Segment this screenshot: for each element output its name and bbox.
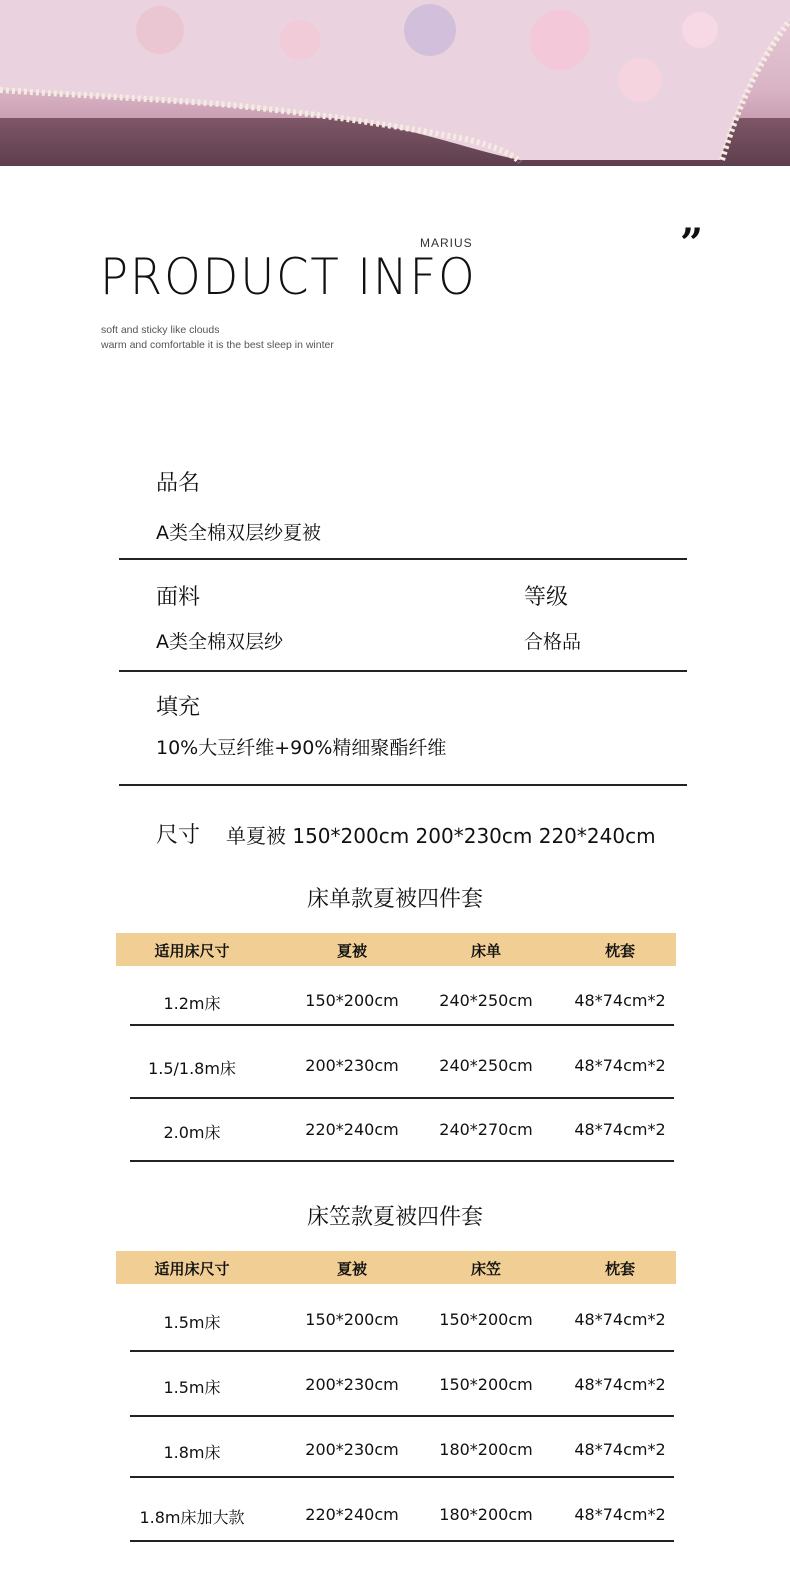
table-2-cell: 150*200cm	[305, 1310, 399, 1329]
page-title: PRODUCT INFO	[100, 248, 477, 306]
table-1-cell: 240*250cm	[439, 991, 533, 1010]
lace-trim-drawing	[0, 0, 790, 166]
table-1-header-cell: 夏被	[336, 942, 367, 960]
table-1-header-cell: 适用床尺寸	[154, 942, 230, 960]
table-1-cell: 240*250cm	[439, 1056, 533, 1075]
subtitle-line-2: warm and comfortable it is the best sleep in winter	[101, 339, 334, 351]
floral-bedding-photo	[0, 0, 790, 166]
grade-value: 合格品	[524, 631, 582, 653]
table-2-cell: 180*200cm	[439, 1505, 533, 1524]
table-row-divider	[130, 1024, 674, 1026]
table-2-cell: 150*200cm	[439, 1375, 533, 1394]
table-2-cell: 1.5m床	[163, 1378, 221, 1397]
table-1-cell: 48*74cm*2	[574, 1056, 666, 1075]
table-2-cell: 200*230cm	[305, 1440, 399, 1459]
table-2-cell: 48*74cm*2	[574, 1310, 666, 1329]
product-name-label: 品名	[156, 471, 201, 496]
table-row-divider	[130, 1160, 674, 1162]
table-row-divider	[130, 1540, 674, 1542]
table-2-header-cell: 夏被	[336, 1260, 367, 1278]
table-2-cell: 220*240cm	[305, 1505, 399, 1524]
table-1-title: 床单款夏被四件套	[306, 887, 483, 912]
table-2-cell: 1.5m床	[163, 1313, 221, 1332]
quote-mark: ”	[680, 220, 704, 267]
table-2-cell: 1.8m床	[163, 1443, 221, 1462]
table-2-cell: 48*74cm*2	[574, 1505, 666, 1524]
table-2-header-cell: 床笠	[470, 1260, 501, 1278]
table-2-cell: 200*230cm	[305, 1375, 399, 1394]
subtitle-line-1: soft and sticky like clouds	[101, 324, 220, 336]
table-1-header-cell: 床单	[470, 942, 501, 960]
table-2-cell: 180*200cm	[439, 1440, 533, 1459]
product-name-value: A类全棉双层纱夏被	[156, 522, 321, 544]
brand-name: MARIUS	[420, 236, 473, 250]
filling-label: 填充	[156, 695, 201, 720]
divider	[119, 670, 687, 672]
table-1-cell: 200*230cm	[305, 1056, 399, 1075]
table-2-cell: 150*200cm	[439, 1310, 533, 1329]
table-1-cell: 150*200cm	[305, 991, 399, 1010]
table-1-cell: 1.2m床	[163, 994, 221, 1013]
table-1-cell: 48*74cm*2	[574, 1120, 666, 1139]
table-1-cell: 48*74cm*2	[574, 991, 666, 1010]
table-2-title: 床笠款夏被四件套	[306, 1205, 483, 1230]
table-1-header-cell: 枕套	[604, 942, 635, 960]
fabric-value: A类全棉双层纱	[156, 631, 283, 653]
table-row-divider	[130, 1415, 674, 1417]
grade-label: 等级	[524, 585, 569, 610]
table-2-cell: 48*74cm*2	[574, 1440, 666, 1459]
table-2-header-cell: 适用床尺寸	[154, 1260, 230, 1278]
divider	[119, 558, 687, 560]
table-1-cell: 240*270cm	[439, 1120, 533, 1139]
table-row-divider	[130, 1097, 674, 1099]
table-row-divider	[130, 1476, 674, 1478]
table-2-cell: 48*74cm*2	[574, 1375, 666, 1394]
size-value: 单夏被 150*200cm 200*230cm 220*240cm	[226, 824, 656, 848]
table-1-cell: 1.5/1.8m床	[148, 1059, 236, 1078]
table-row-divider	[130, 1350, 674, 1352]
fabric-label: 面料	[156, 585, 201, 610]
table-1-cell: 2.0m床	[163, 1123, 221, 1142]
table-2-cell: 1.8m床加大款	[139, 1508, 245, 1527]
size-label: 尺寸	[156, 823, 201, 848]
divider	[119, 784, 687, 786]
table-1-cell: 220*240cm	[305, 1120, 399, 1139]
filling-value: 10%大豆纤维+90%精细聚酯纤维	[156, 737, 447, 759]
table-2-header-cell: 枕套	[604, 1260, 635, 1278]
